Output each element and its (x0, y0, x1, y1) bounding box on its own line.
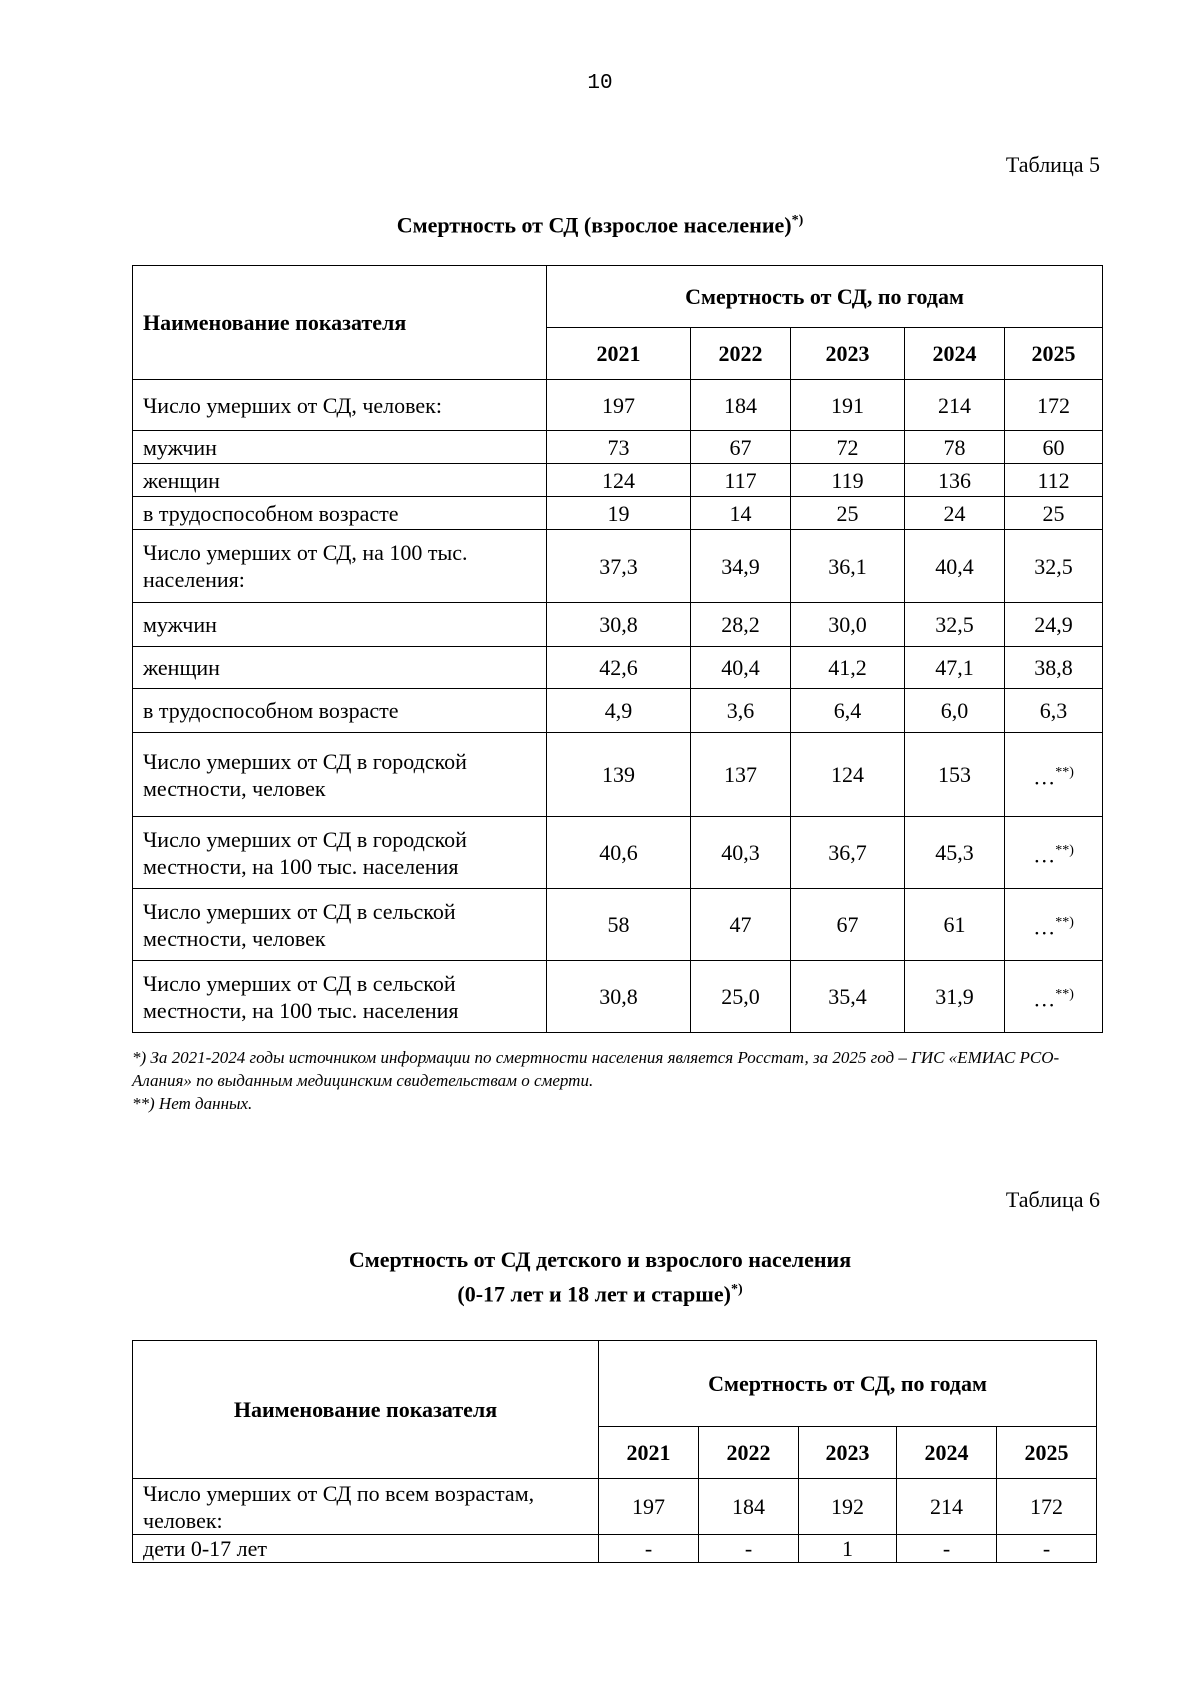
cell: 30,0 (791, 603, 905, 647)
page-number: 10 (587, 72, 613, 95)
table5-label: Таблица 5 (1005, 152, 1100, 177)
cell: 73 (547, 431, 691, 464)
cell: 40,4 (691, 647, 791, 689)
cell: 184 (691, 380, 791, 431)
table-row (133, 961, 1103, 1033)
cell: 184 (699, 1479, 799, 1535)
cell: 139 (547, 733, 691, 817)
cell: 40,4 (905, 530, 1005, 603)
cell: 25 (791, 497, 905, 530)
table5-title-text: Смертность от СД (взрослое население) (396, 212, 792, 238)
table5-name-header: Наименование показателя (133, 266, 547, 380)
cell: 31,9 (905, 961, 1005, 1033)
cell: 40,3 (691, 817, 791, 889)
cell-no-data (1005, 889, 1103, 961)
table6-year: 2022 (699, 1427, 799, 1479)
row-label: в трудоспособном возрасте (133, 497, 547, 530)
cell: 153 (905, 733, 1005, 817)
cell: - (897, 1535, 997, 1563)
table-row (133, 464, 1103, 497)
no-data-sup: **) (1055, 842, 1074, 858)
cell: 40,6 (547, 817, 691, 889)
table6-title (0, 1245, 1200, 1309)
cell: - (997, 1535, 1097, 1563)
cell: 24 (905, 497, 1005, 530)
cell: 47 (691, 889, 791, 961)
cell: 124 (791, 733, 905, 817)
cell: 6,0 (905, 689, 1005, 733)
cell: 36,7 (791, 817, 905, 889)
no-data-sup: **) (1055, 914, 1074, 930)
row-label: дети 0-17 лет (133, 1535, 599, 1563)
table-row (133, 1479, 1097, 1535)
table5-year: 2025 (1005, 328, 1103, 380)
table5-year: 2021 (547, 328, 691, 380)
cell: 47,1 (905, 647, 1005, 689)
cell: 6,3 (1005, 689, 1103, 733)
cell-no-data (1005, 817, 1103, 889)
no-data-ellipsis: … (1033, 986, 1056, 1012)
no-data-sup: **) (1055, 764, 1074, 780)
no-data-sup: **) (1055, 986, 1074, 1002)
cell: 28,2 (691, 603, 791, 647)
cell: 24,9 (1005, 603, 1103, 647)
table5-title-sup: *) (791, 213, 804, 228)
cell: 41,2 (791, 647, 905, 689)
table6-label: Таблица 6 (1005, 1187, 1100, 1212)
cell: 214 (897, 1479, 997, 1535)
row-label: Число умерших от СД по всем возрастам, человек: (133, 1479, 599, 1535)
table-row (133, 689, 1103, 733)
row-label: в трудоспособном возрасте (133, 689, 547, 733)
cell: 30,8 (547, 961, 691, 1033)
cell: 36,1 (791, 530, 905, 603)
table-row (133, 1535, 1097, 1563)
table-row (133, 817, 1103, 889)
cell: 60 (1005, 431, 1103, 464)
cell: 72 (791, 431, 905, 464)
cell: 119 (791, 464, 905, 497)
table-row (133, 431, 1103, 464)
table6-name-header: Наименование показателя (133, 1341, 599, 1479)
table6-title-line2-text: (0-17 лет и 18 лет и старше) (457, 1281, 731, 1307)
cell: 45,3 (905, 817, 1005, 889)
no-data-ellipsis: … (1033, 764, 1056, 790)
table-row (133, 733, 1103, 817)
cell: 192 (799, 1479, 897, 1535)
cell: 191 (791, 380, 905, 431)
cell: 197 (599, 1479, 699, 1535)
table6-group-header: Смертность от СД, по годам (599, 1341, 1097, 1427)
table5 (132, 265, 1103, 1033)
table6 (132, 1340, 1097, 1563)
table5-year: 2023 (791, 328, 905, 380)
cell: 78 (905, 431, 1005, 464)
cell: 197 (547, 380, 691, 431)
table5-footnotes (132, 1046, 1092, 1115)
cell: 32,5 (1005, 530, 1103, 603)
table-row (133, 647, 1103, 689)
table6-title-line1: Смертность от СД детского и взрослого населения (348, 1247, 852, 1272)
table-row (133, 530, 1103, 603)
row-label: Число умерших от СД, на 100 тыс. населения: (133, 530, 547, 603)
row-label: мужчин (133, 603, 547, 647)
no-data-ellipsis: … (1033, 914, 1056, 940)
table6-title-sup: *) (730, 1282, 743, 1297)
row-label: Число умерших от СД в городской местности, человек (133, 733, 547, 817)
row-label: женщин (133, 464, 547, 497)
cell: 117 (691, 464, 791, 497)
cell: 137 (691, 733, 791, 817)
cell: 35,4 (791, 961, 905, 1033)
cell: 30,8 (547, 603, 691, 647)
cell: 32,5 (905, 603, 1005, 647)
cell: 25,0 (691, 961, 791, 1033)
table6-year: 2021 (599, 1427, 699, 1479)
table6-year: 2024 (897, 1427, 997, 1479)
table6-title-line2 (0, 1275, 1200, 1309)
table-row (133, 380, 1103, 431)
cell: 172 (1005, 380, 1103, 431)
cell: 42,6 (547, 647, 691, 689)
cell: 3,6 (691, 689, 791, 733)
table6-year: 2025 (997, 1427, 1097, 1479)
cell: 6,4 (791, 689, 905, 733)
row-label: Число умерших от СД, человек: (133, 380, 547, 431)
table5-title (0, 206, 1200, 240)
table5-group-header: Смертность от СД, по годам (547, 266, 1103, 328)
cell-no-data (1005, 733, 1103, 817)
row-label: мужчин (133, 431, 547, 464)
cell: - (599, 1535, 699, 1563)
cell: 25 (1005, 497, 1103, 530)
cell: 172 (997, 1479, 1097, 1535)
cell-no-data (1005, 961, 1103, 1033)
row-label: Число умерших от СД в сельской местности, на 100 тыс. населения (133, 961, 547, 1033)
cell: 19 (547, 497, 691, 530)
cell: 67 (791, 889, 905, 961)
cell: 112 (1005, 464, 1103, 497)
no-data-ellipsis: … (1033, 842, 1056, 868)
cell: 4,9 (547, 689, 691, 733)
cell: 58 (547, 889, 691, 961)
table6-year: 2023 (799, 1427, 897, 1479)
table-row (133, 889, 1103, 961)
table5-year: 2024 (905, 328, 1005, 380)
cell: - (699, 1535, 799, 1563)
footnote-no-data: **) Нет данных. (132, 1094, 253, 1113)
footnote-source: *) За 2021-2024 годы источником информации по смертности населения является Росстат, за 2025 год – ГИС «ЕМИАС РСО-Алания» по выданным медицинским свидетельствам о смерти. (132, 1048, 1060, 1090)
table-row (133, 497, 1103, 530)
cell: 61 (905, 889, 1005, 961)
cell: 1 (799, 1535, 897, 1563)
cell: 14 (691, 497, 791, 530)
table5-year: 2022 (691, 328, 791, 380)
table-row (133, 603, 1103, 647)
row-label: Число умерших от СД в сельской местности, человек (133, 889, 547, 961)
cell: 124 (547, 464, 691, 497)
cell: 37,3 (547, 530, 691, 603)
cell: 67 (691, 431, 791, 464)
cell: 136 (905, 464, 1005, 497)
cell: 34,9 (691, 530, 791, 603)
row-label: женщин (133, 647, 547, 689)
row-label: Число умерших от СД в городской местности, на 100 тыс. населения (133, 817, 547, 889)
cell: 214 (905, 380, 1005, 431)
cell: 38,8 (1005, 647, 1103, 689)
